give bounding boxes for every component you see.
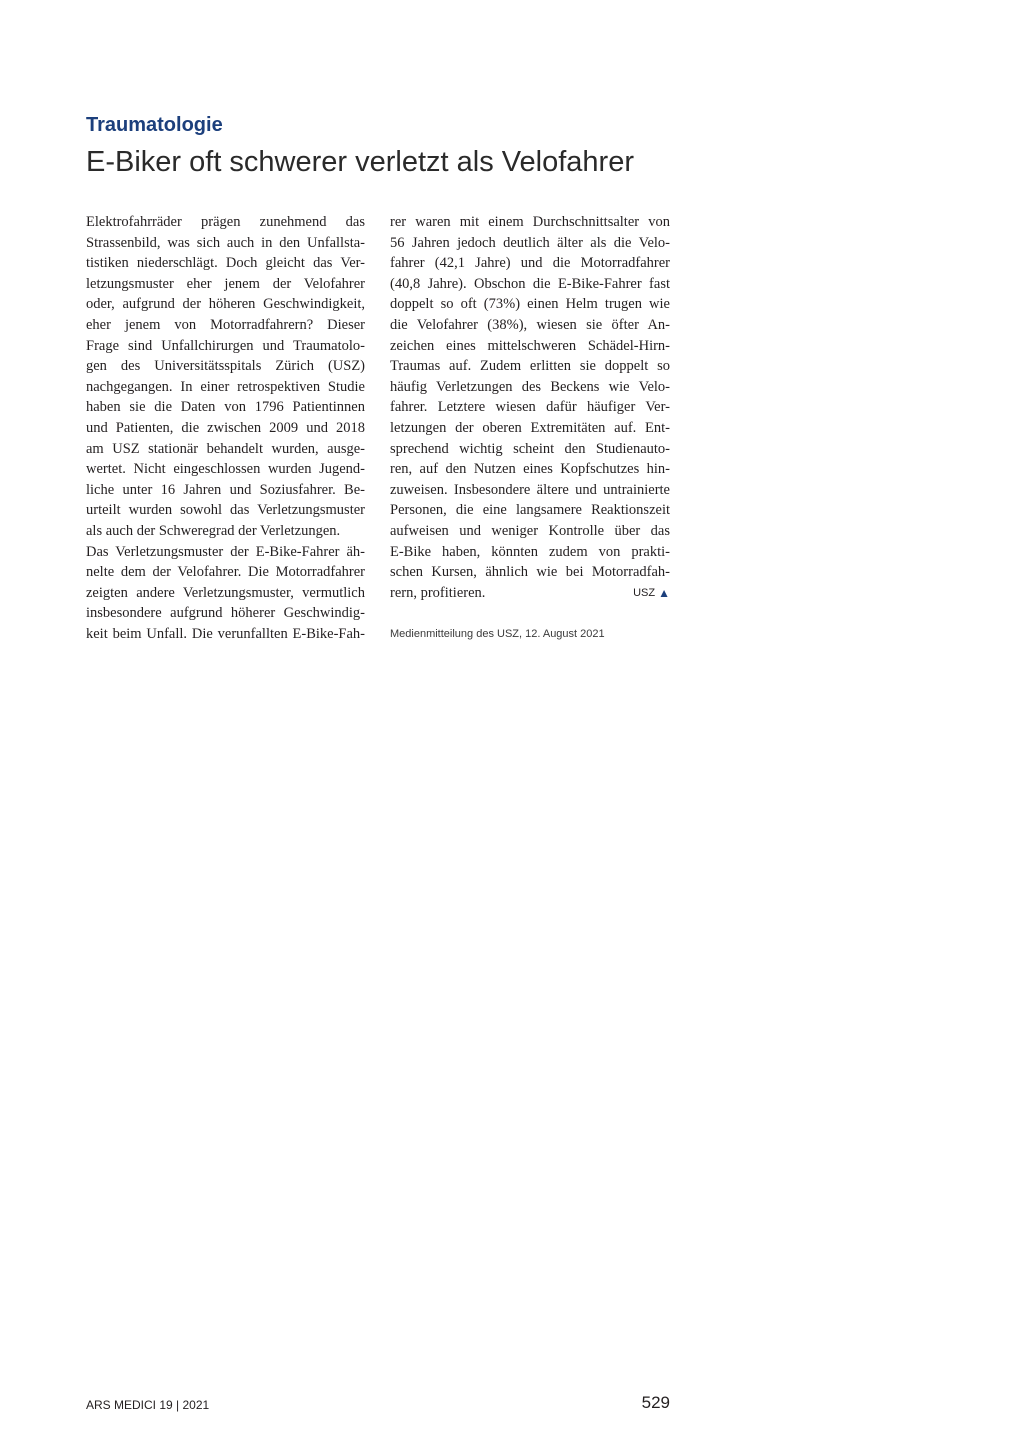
source-note: Medienmitteilung des USZ, 12. August 2021 bbox=[390, 628, 605, 640]
body-line: Traumas auf. Zudem erlitten sie doppelt so bbox=[390, 358, 670, 375]
body-line: eher jenem von Motorradfahrern? Dieser bbox=[86, 316, 365, 333]
article-left-column bbox=[86, 212, 365, 644]
body-line: letzungsmuster eher jenem der Velofahrer bbox=[86, 275, 365, 292]
body-line: doppelt so oft (73%) einen Helm trugen wie bbox=[390, 296, 670, 313]
author-tag bbox=[633, 583, 670, 604]
triangle-up-icon: ▲ bbox=[658, 585, 670, 600]
body-line: Personen, die eine langsamere Reaktionszeit bbox=[390, 502, 670, 519]
body-line: fahrer. Letztere wiesen dafür häufiger Ver- bbox=[390, 399, 670, 416]
body-line: urteilt wurden sowohl das Verletzungsmuster bbox=[86, 502, 365, 519]
body-line-final bbox=[390, 583, 670, 604]
body-line: aufweisen und weniger Kontrolle über das bbox=[390, 522, 670, 539]
body-line: tistiken niederschlägt. Doch gleicht das Ver- bbox=[86, 255, 365, 272]
body-line: die Velofahrer (38%), wiesen sie öfter An- bbox=[390, 316, 670, 333]
body-line: (40,8 Jahre). Obschon die E-Bike-Fahrer fast bbox=[390, 275, 670, 292]
author-tag-label: USZ bbox=[633, 586, 656, 599]
body-line-final-text: rern, profitieren. bbox=[390, 584, 486, 601]
body-line: häufig Verletzungen des Beckens wie Velo- bbox=[390, 378, 670, 395]
article-right-column bbox=[390, 212, 670, 603]
body-line: schen Kursen, ähnlich wie bei Motorradfah- bbox=[390, 564, 670, 581]
body-line: ren, auf den Nutzen eines Kopfschutzes hin- bbox=[390, 461, 670, 478]
body-line: Elektrofahrräder prägen zunehmend das bbox=[86, 214, 365, 230]
body-line: gen des Universitätsspitals Zürich (USZ) bbox=[86, 358, 365, 375]
body-line: liche unter 16 Jahren und Soziusfahrer. Be- bbox=[86, 481, 365, 498]
body-line: wertet. Nicht eingeschlossen wurden Jugend- bbox=[86, 461, 365, 478]
body-line: nachgegangen. In einer retrospektiven Studie bbox=[86, 378, 365, 395]
body-line: 56 Jahren jedoch deutlich älter als die Velo- bbox=[390, 234, 670, 251]
footer-journal: ARS MEDICI 19 | 2021 bbox=[86, 1398, 210, 1412]
body-line: zuweisen. Insbesondere ältere und untrainierte bbox=[390, 481, 670, 498]
body-line: Das Verletzungsmuster der E-Bike-Fahrer äh- bbox=[86, 543, 365, 560]
page-title: E-Biker oft schwerer verletzt als Velofahrer bbox=[86, 146, 634, 178]
body-line: letzungen der oberen Extremitäten auf. Ent- bbox=[390, 419, 670, 436]
body-line: Strassenbild, was sich auch in den Unfallsta- bbox=[86, 234, 365, 251]
body-line: und Patienten, die zwischen 2009 und 2018 bbox=[86, 419, 365, 436]
body-line: E-Bike haben, könnten zudem von prakti- bbox=[390, 543, 670, 560]
body-line: oder, aufgrund der höheren Geschwindigkeit, bbox=[86, 296, 365, 313]
body-line: rer waren mit einem Durchschnittsalter von bbox=[390, 214, 670, 230]
body-line: nelte dem der Velofahrer. Die Motorradfahrer bbox=[86, 564, 365, 581]
body-line: sprechend wichtig scheint den Studienauto- bbox=[390, 440, 670, 457]
body-line: fahrer (42,1 Jahre) und die Motorradfahrer bbox=[390, 255, 670, 272]
body-line: zeichen eines mittelschweren Schädel-Hirn- bbox=[390, 337, 670, 354]
body-line: zeigten andere Verletzungsmuster, vermutlich bbox=[86, 584, 365, 601]
body-line: am USZ stationär behandelt wurden, ausge- bbox=[86, 440, 365, 457]
body-line: Frage sind Unfallchirurgen und Traumatolo- bbox=[86, 337, 365, 354]
body-line: insbesondere aufgrund höherer Geschwindig- bbox=[86, 605, 365, 622]
body-line: als auch der Schweregrad der Verletzungen. bbox=[86, 522, 341, 539]
body-line: keit beim Unfall. Die verunfallten E-Bike-Fah- bbox=[86, 625, 365, 642]
footer-page-number: 529 bbox=[641, 1393, 670, 1412]
section-label: Traumatologie bbox=[86, 114, 223, 136]
body-line: haben sie die Daten von 1796 Patientinnen bbox=[86, 399, 365, 416]
